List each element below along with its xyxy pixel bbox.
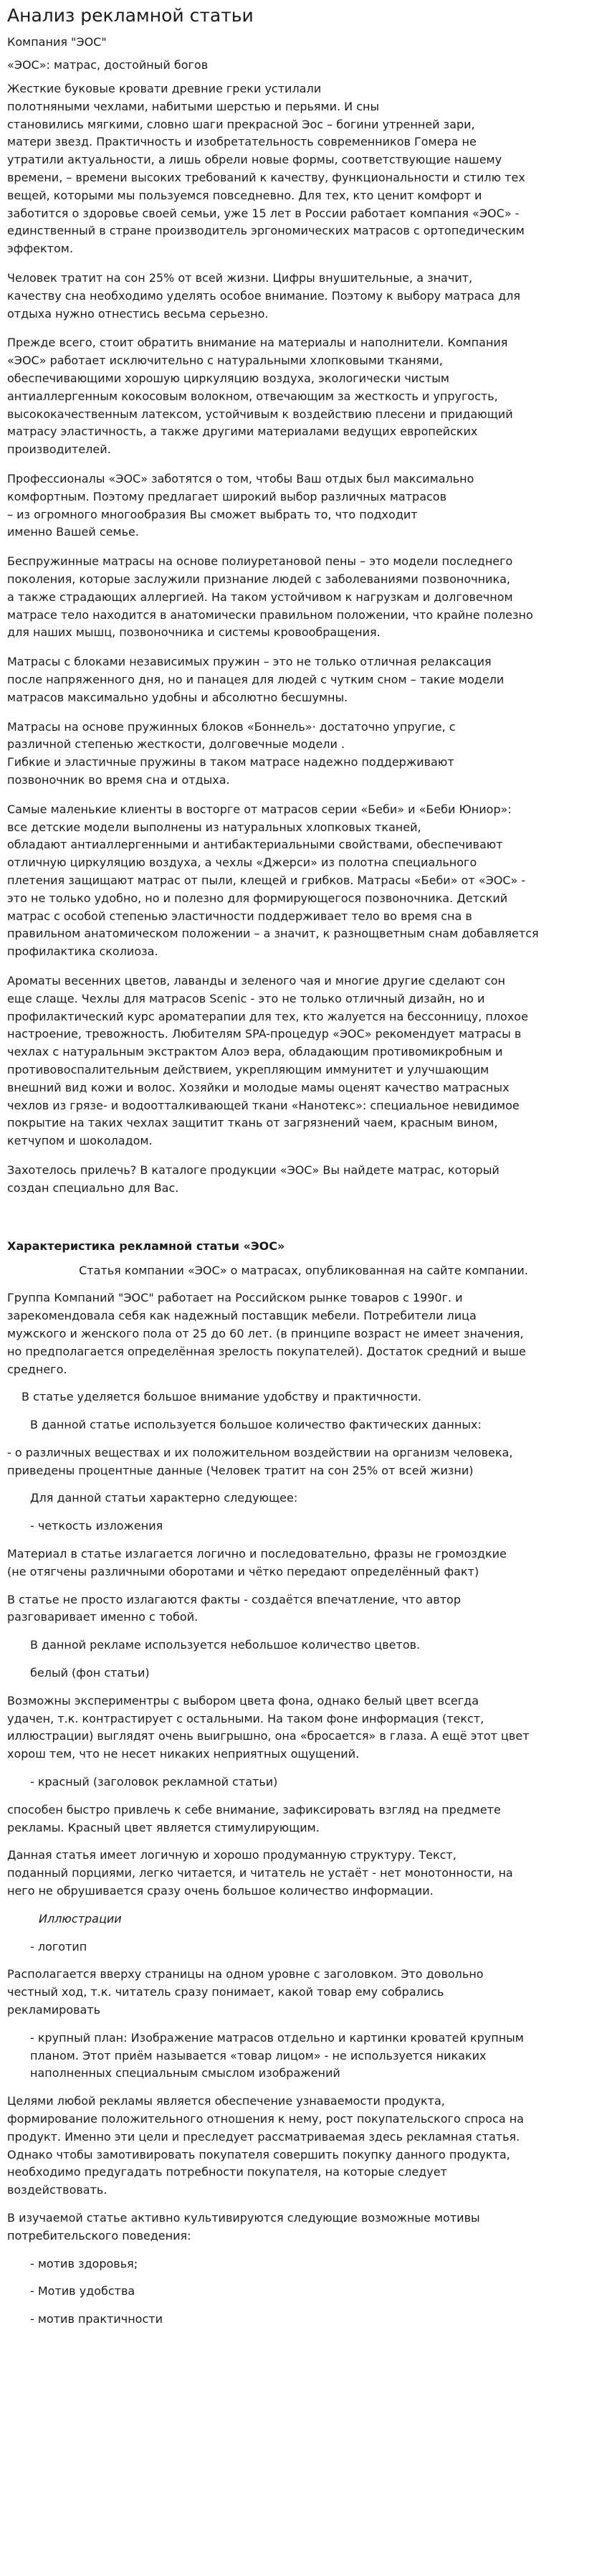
article-paragraph: Беспружинные матрасы на основе полиуретановой пены – это модели последнего поколения, которые заслужили признание людей с заболеваниями позвоночника, а также страдающих аллергией. На таком устойчивом к нагрузкам и долговечном матрасе тело находится в анатомически правильном положении, что крайне полезно для наших мышц, позвоночника и системы кровообращения. [7, 554, 533, 640]
analysis-paragraph: В изучаемой статье активно культивируются следующие возможные мотивы потребительского поведения: [7, 2210, 480, 2243]
list-item: - Мотив удобства [30, 2284, 135, 2298]
analysis-paragraph: В статье не просто излагаются факты - создаётся впечатление, что автор разговаривает именно с тобой. [7, 1592, 461, 1624]
analysis-paragraph: Целями любой рекламы является обеспечение узнаваемости продукта, формирование положительного отношения к нему, рост покупательского спроса на продукт. Именно эти цели и преследует рассматриваемая здесь рекламная статья. Однако чтобы замотивировать покупателя совершить покупку данного продукта, необходимо предугадать потребности покупателя, на которые следует воздействовать. [7, 2094, 524, 2197]
analysis-heading: Характеристика рекламной статьи «ЭОС» [7, 1239, 285, 1253]
list-item: - логотип [30, 1939, 87, 1954]
analysis-paragraph: - о различных веществах и их положительном воздействии на организм человека, приведены процентные данные (Человек тратит на сон 25% от всей жизни) [7, 1445, 513, 1477]
analysis-paragraph: Материал в статье излагается логично и последовательно, фразы не громоздкие (не отягчены различными оборотами и чётко передают определённый факт) [7, 1547, 507, 1578]
article-paragraph: Матрасы с блоками независимых пружин – это не только отличная релаксация после напряженного дня, но и панацея для людей с чутким сном – такие модели матрасов максимально удобны и абсолютно бесшумны. [7, 655, 505, 704]
article-tagline: «ЭОС»: матрас, достойный богов [7, 58, 209, 72]
analysis-paragraph: Возможны экспериментры с выбором цвета фона, однако белый цвет всегда удачен, т.к. контрастирует с остальными. На таком фоне информация (текст, иллюстрации) выглядят очень выигрышно, она «бросается» в глаза. А ещё этот цвет хорош тем, что не несет никаких неприятных ощущений. [7, 1693, 530, 1761]
article-paragraph: Жесткие буковые кровати древние греки устилали полотняными чехлами, набитыми шерстью и перьями. И сны становились мягкими, словно шаги прекрасной Эос – богини утренней зари, матери звезд. Практичность и изобретательность современников Гомера не утратили актуальности, а лишь обрели новые формы, соответствующие нашему времени, – времени высоких требований к качеству, функциональности и стилю тех вещей, которыми мы пользуемся повседневно. Для тех, кто ценит комфорт и заботится о здоровье своей семьи, уже 15 лет в России работает компания «ЭОС» - единственный в стране производитель эргономических матрасов с ортопедическим эффектом. [7, 82, 525, 256]
article-paragraph: Прежде всего, стоит обратить внимание на материалы и наполнители. Компания «ЭОС» работает исключительно с натуральными хлопковыми тканями, обеспечивающими хорошую циркуляцию воздуха, экологически чистым антиаллергенным кокосовым волокном, отвечающим за жесткость и упругость, высококачественным латексом, устойчивым к воздействию плесени и придающий матрасу эластичность, а также другими материалами ведущих европейских производителей. [7, 336, 513, 457]
analysis-paragraph: Данная статья имеет логичную и хорошо продуманную структуру. Текст, поданный порциями, легко читается, и читатель не устаёт - нет монотонности, на него не обрушивается сразу очень большое количество информации. [7, 1848, 513, 1898]
article-paragraph: Ароматы весенних цветов, лаванды и зеленого чая и многие другие сделают сон еще слаще. Чехлы для матрасов Scenic - это не только отличный дизайн, но и профилактический курс ароматерапии для тех, кто жалуется на бессонницу, плохое настроение, тревожность. Любителям SPA-процедур «ЭОС» рекомендует матрасы в чехлах с натуральным экстрактом Алоэ вера, обладающим противомикробным и противовоспалительным действием, укрепляющим иммунитет и улучшающим внешний вид кожи и волос. Хозяйки и молодые мамы оценят качество матрасных чехлов из грязе- и водоотталкивающей ткани «Нанотекс»: специальное невидимое покрытие на таких чехлах защитит ткань от загрязнений чаем, красным вином, кетчупом и шоколадом. [7, 973, 528, 1148]
analysis-paragraph: В статье уделяется большое внимание удобству и практичности. [21, 1390, 422, 1404]
article-paragraph: Матрасы на основе пружинных блоков «Боннель»· достаточно упругие, с различной степенью жесткости, долговечные модели . Гибкие и эластичные пружины в таком матрасе надежно поддерживают позвоночник во время сна и отдыха. [7, 719, 456, 787]
article-paragraph: Профессионалы «ЭОС» заботятся о том, чтобы Ваш отдых был максимально комфортным. Поэтому предлагает широкий выбор различных матрасов – из огромного многообразия Вы сможет выбрать то, что подходит именно Вашей семье. [7, 472, 474, 539]
article-body [7, 80, 600, 1197]
analysis-paragraph: В данной рекламе используется небольшое количество цветов. [30, 1638, 421, 1652]
list-item: - крупный план: Изображение матрасов отдельно и картинки кроватей крупным планом. Этот приём называется «товар лицом» - не используется никаких наполненных специальным смыслом изображений [30, 2030, 524, 2080]
analysis-paragraph: способен быстро привлечь к себе внимание, зафиксировать взгляд на предмете рекламы. Красный цвет является стимулирующим. [7, 1802, 501, 1834]
article-paragraph: Захотелось прилечь? В каталоге продукции «ЭОС» Вы найдете матрас, который создан специально для Вас. [7, 1162, 500, 1195]
illustrations-subheading: Иллюстрации [39, 1911, 122, 1926]
article-paragraph: Человек тратит на сон 25% от всей жизни. Цифры внушительные, а значит, качеству сна необходимо уделять особое внимание. Поэтому к выбору матраса для отдыха нужно отнестись весьма серьезно. [7, 271, 520, 321]
page-title: Анализ рекламной статьи [7, 5, 254, 26]
analysis-lead: Статья компании «ЭОС» о матрасах, опубликованная на сайте компании. [79, 1263, 528, 1277]
analysis-paragraph: Группа Компаний "ЭОС" работает на Российском рынке товаров с 1990г. и зарекомендовала себя как надежный поставщик мебели. Потребители лица мужского и женского пола от 25 до 60 лет. (в принципе возраст не имеет значения, но предполагается определённая зрелость покупателей). Достаток средний и выше среднего. [7, 1291, 526, 1376]
list-item: - четкость изложения [30, 1519, 163, 1533]
list-item: - красный (заголовок рекламной статьи) [30, 1775, 278, 1789]
analysis-paragraph: В данной статье используется большое количество фактических данных: [30, 1418, 482, 1432]
analysis-section [7, 1238, 600, 2329]
article-paragraph: Самые маленькие клиенты в восторге от матрасов серии «Беби» и «Беби Юниор»: все детские модели выполнены из натуральных хлопковых тканей, обладают антиаллергенными и антибактериальными свойствами, обеспечивают отличную циркуляцию воздуха, а чехлы «Джерси» из полотна специального плетения защищают матрас от пыли, клещей и грибков. Матрасы «Беби» от «ЭОС» - это не только удобно, но и полезно для формирующегося позвоночника. Детский матрас с особой степенью эластичности поддерживает тело во время сна в правильном анатомическом положении – а значит, к разнощветным снам добавляется профилактика сколиоза. [7, 802, 539, 959]
company-name: Компания "ЭОС" [7, 34, 107, 49]
analysis-paragraph: белый (фон статьи) [30, 1666, 150, 1680]
list-item: - мотив здоровья; [30, 2256, 138, 2270]
analysis-paragraph: Для данной статьи характерно следующее: [30, 1491, 298, 1505]
list-item: - мотив практичности [30, 2312, 163, 2326]
analysis-paragraph: Располагается вверху страницы на одном уровне с заголовком. Это довольно честный ход, т.к. читатель сразу понимает, какой товар ему собрались рекламировать [7, 1967, 484, 2017]
